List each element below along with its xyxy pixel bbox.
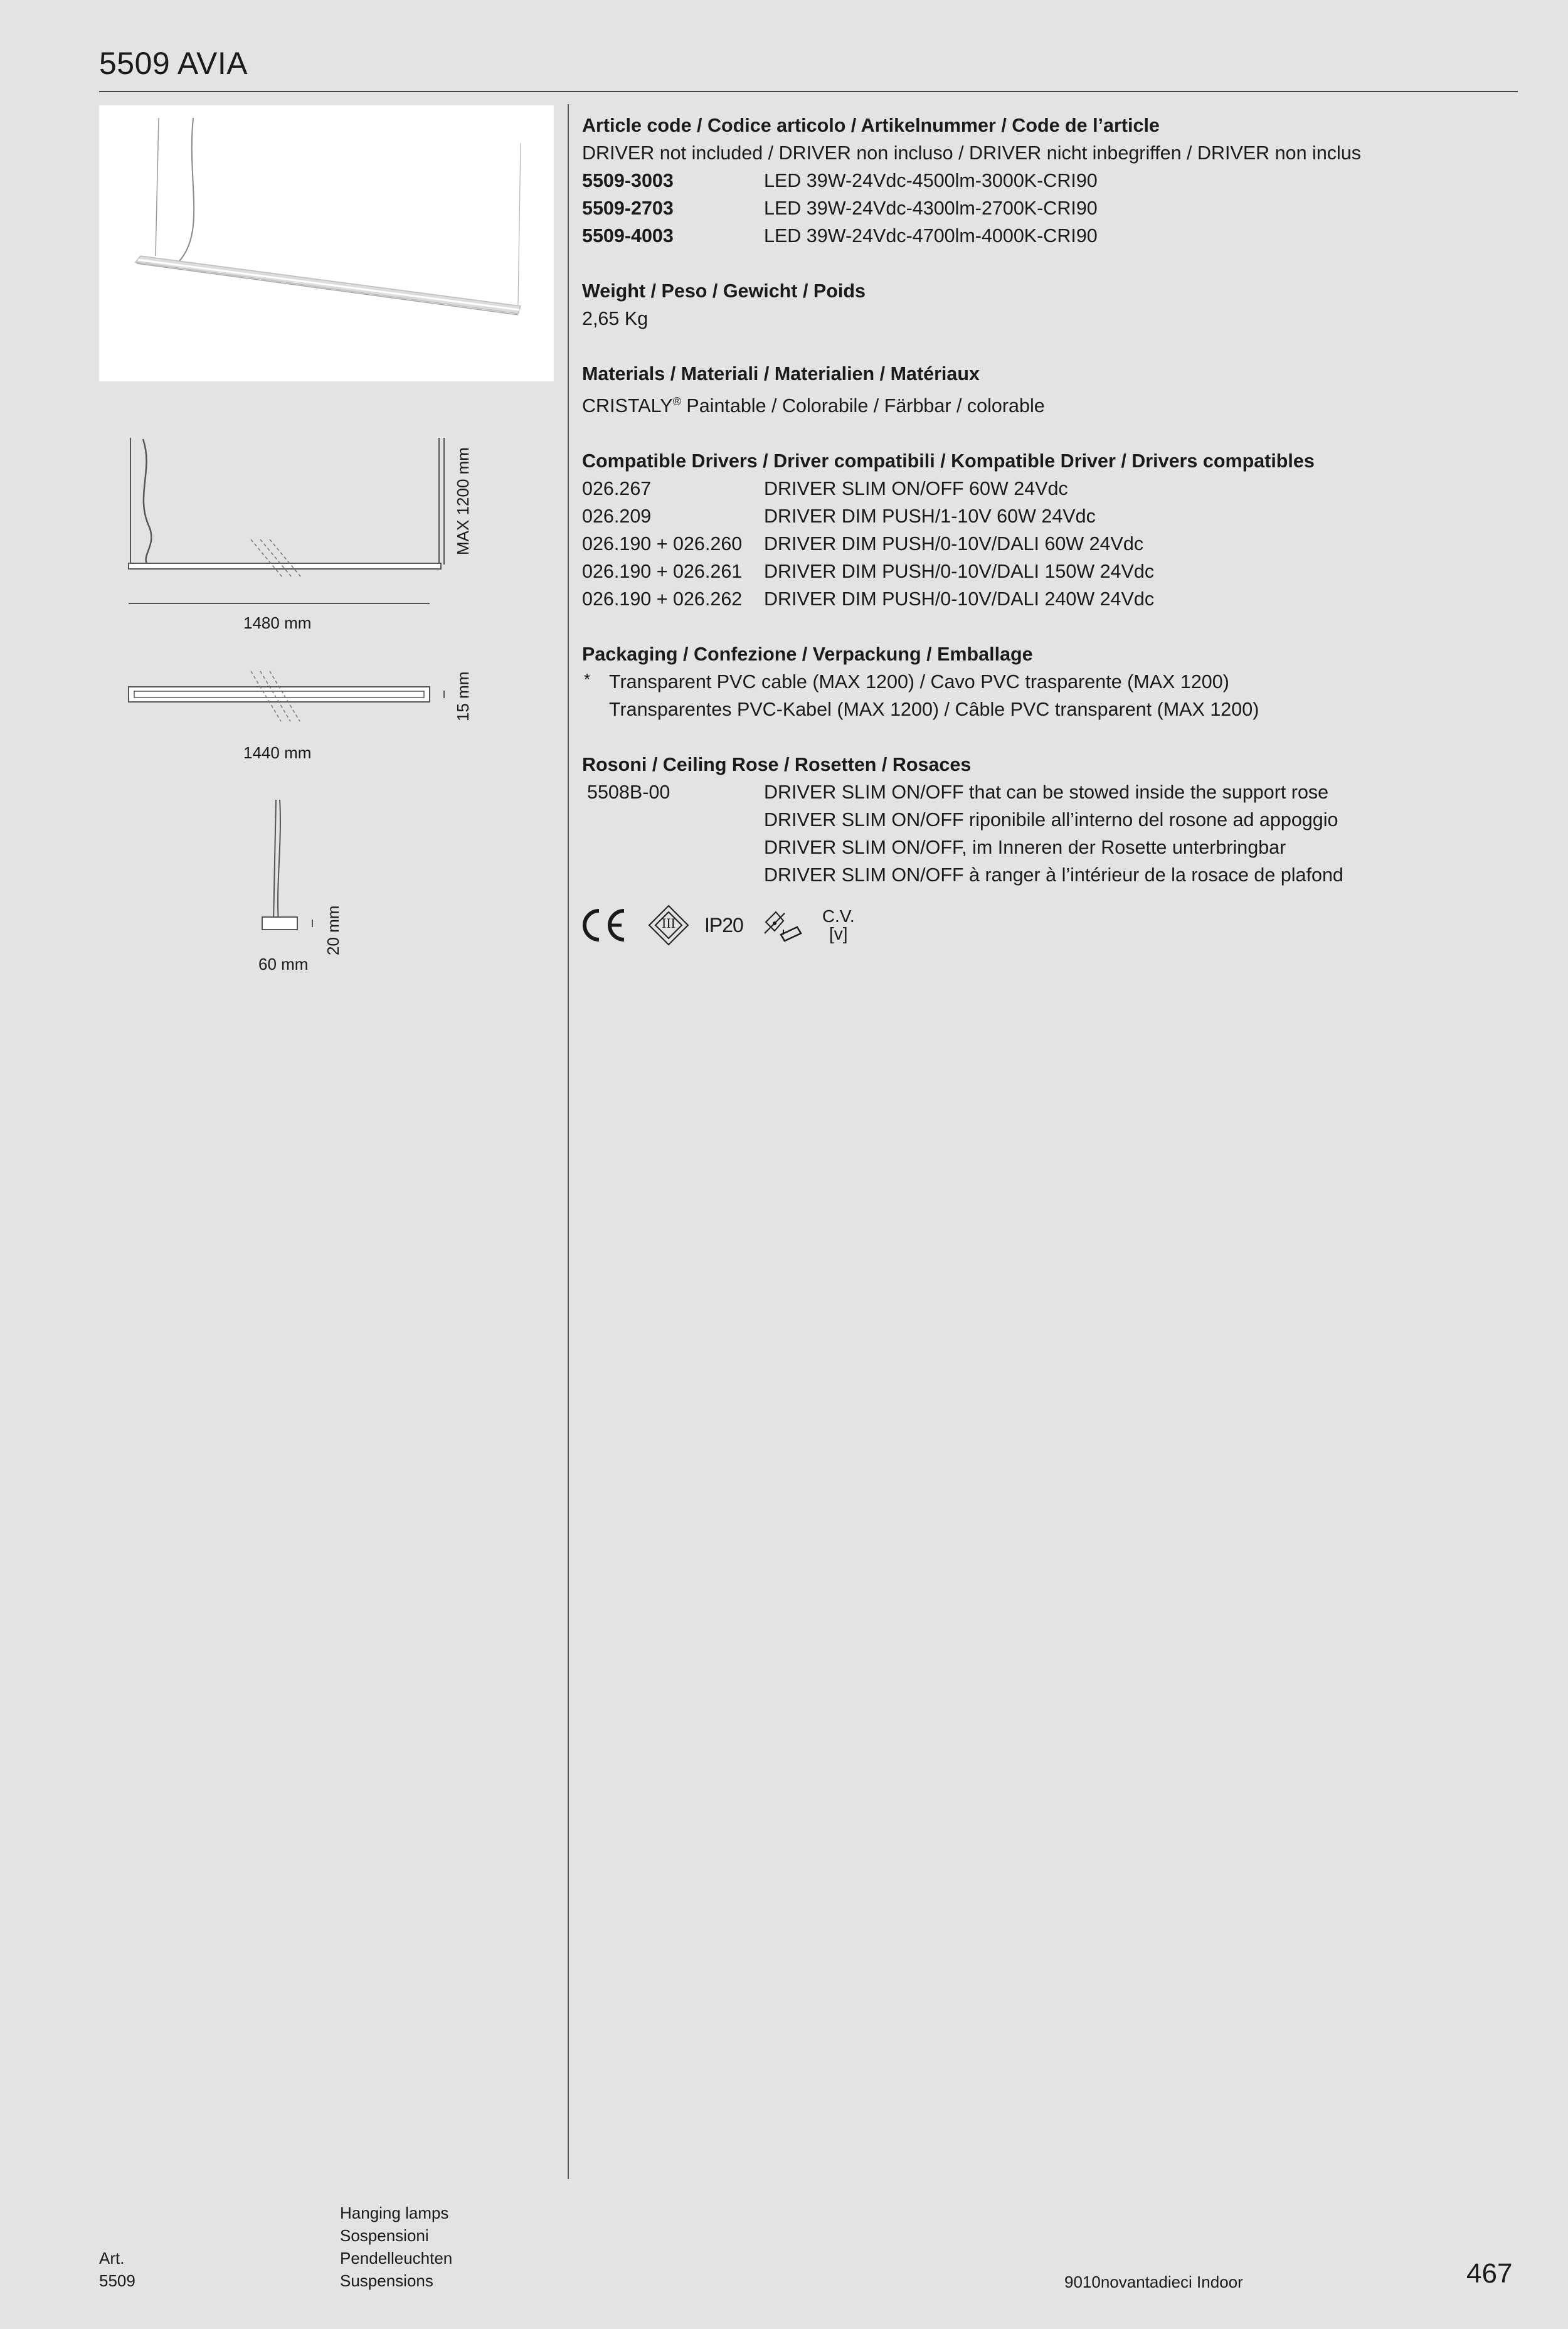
driver-code: 026.190 + 026.261 bbox=[582, 561, 743, 583]
materials-brand: CRISTALY bbox=[582, 395, 673, 417]
article-desc: LED 39W-24Vdc-4500lm-3000K-CRI90 bbox=[764, 170, 1098, 191]
column-divider bbox=[568, 104, 569, 2179]
driver-desc: DRIVER DIM PUSH/0-10V/DALI 240W 24Vdc bbox=[764, 588, 1155, 610]
footer-art-label: Art. bbox=[99, 2249, 125, 2268]
packaging-line bbox=[582, 696, 1510, 723]
constant-voltage-icon bbox=[822, 908, 855, 943]
driver-desc: DRIVER SLIM ON/OFF 60W 24Vdc bbox=[764, 478, 1068, 500]
driver-code: 026.267 bbox=[582, 478, 652, 500]
footer-category: Sospensioni bbox=[340, 2226, 429, 2245]
end-width-label: 60 mm bbox=[258, 955, 309, 974]
driver-row bbox=[582, 585, 1510, 613]
end-view-drawing bbox=[251, 797, 326, 947]
footer-category: Hanging lamps bbox=[340, 2204, 449, 2222]
article-code: 5509-3003 bbox=[582, 170, 674, 191]
driver-code: 026.190 + 026.260 bbox=[582, 533, 743, 555]
page-number: 467 bbox=[1466, 2258, 1513, 2289]
materials-text: Paintable / Colorabile / Färbbar / colorable bbox=[681, 395, 1045, 417]
article-desc: LED 39W-24Vdc-4700lm-4000K-CRI90 bbox=[764, 225, 1098, 247]
adjustable-spot-icon bbox=[762, 903, 806, 947]
materials-value bbox=[582, 388, 1510, 420]
driver-row bbox=[582, 502, 1510, 530]
end-height-label: 20 mm bbox=[324, 905, 342, 955]
article-code: 5509-2703 bbox=[582, 198, 674, 219]
driver-note: DRIVER not included / DRIVER non incluso / DRIVER nicht inbegriffen / DRIVER non inclus bbox=[582, 142, 1362, 164]
driver-row bbox=[582, 558, 1510, 585]
driver-desc: DRIVER DIM PUSH/0-10V/DALI 60W 24Vdc bbox=[764, 533, 1144, 555]
rose-row bbox=[582, 778, 1510, 889]
rose-desc-line: DRIVER SLIM ON/OFF that can be stowed inside the support rose bbox=[764, 782, 1329, 804]
ip20-icon: IP20 bbox=[704, 913, 743, 936]
weight-heading: Weight / Peso / Gewicht / Poids bbox=[582, 280, 866, 302]
materials-section bbox=[582, 360, 1510, 420]
product-photo bbox=[99, 105, 554, 381]
top-view-drawing bbox=[119, 668, 458, 737]
packaging-heading: Packaging / Confezione / Verpackung / Emballage bbox=[582, 644, 1033, 666]
weight-section bbox=[582, 277, 1510, 332]
top-height-label: 15 mm bbox=[453, 671, 472, 721]
driver-desc: DRIVER DIM PUSH/1-10V 60W 24Vdc bbox=[764, 506, 1096, 528]
registered-mark: ® bbox=[672, 395, 681, 408]
ce-mark-icon bbox=[579, 903, 629, 947]
driver-code: 026.190 + 026.262 bbox=[582, 588, 743, 610]
article-row bbox=[582, 167, 1510, 194]
rose-section bbox=[582, 751, 1510, 889]
footer-brand: 9010novantadieci Indoor bbox=[1064, 2273, 1243, 2291]
rose-desc-line: DRIVER SLIM ON/OFF à ranger à l’intérieur de la rosace de plafond bbox=[764, 864, 1343, 886]
article-row bbox=[582, 222, 1510, 250]
article-row bbox=[582, 194, 1510, 222]
driver-desc: DRIVER DIM PUSH/0-10V/DALI 150W 24Vdc bbox=[764, 561, 1155, 583]
footer-article bbox=[99, 2247, 135, 2292]
voltage-label: [v] bbox=[829, 924, 848, 943]
rose-desc-line: DRIVER SLIM ON/OFF, im Inneren der Rosette unterbringbar bbox=[764, 837, 1286, 859]
driver-row bbox=[582, 530, 1510, 558]
class-iii-icon bbox=[647, 903, 691, 947]
materials-heading: Materials / Materiali / Materialien / Matériaux bbox=[582, 363, 980, 385]
footer-art-number: 5509 bbox=[99, 2271, 135, 2290]
article-desc: LED 39W-24Vdc-4300lm-2700K-CRI90 bbox=[764, 198, 1098, 219]
side-width-label: 1480 mm bbox=[243, 613, 312, 632]
packaging-line bbox=[582, 668, 1510, 696]
footer-category: Pendelleuchten bbox=[340, 2249, 453, 2268]
driver-code: 026.209 bbox=[582, 506, 652, 528]
side-height-label: MAX 1200 mm bbox=[453, 447, 472, 555]
packaging-text: Transparentes PVC-Kabel (MAX 1200) / Câble PVC transparent (MAX 1200) bbox=[609, 699, 1259, 721]
rose-heading: Rosoni / Ceiling Rose / Rosetten / Rosaces bbox=[582, 754, 972, 776]
header-divider bbox=[99, 91, 1518, 92]
page-title: 5509 AVIA bbox=[99, 46, 248, 81]
certification-icons bbox=[579, 903, 855, 947]
rose-desc-line: DRIVER SLIM ON/OFF riponibile all’interno del rosone ad appoggio bbox=[764, 809, 1338, 831]
footer-category: Suspensions bbox=[340, 2271, 433, 2290]
spec-column bbox=[582, 112, 1510, 916]
packaging-text: Transparent PVC cable (MAX 1200) / Cavo PVC trasparente (MAX 1200) bbox=[609, 671, 1229, 693]
cv-label: C.V. bbox=[822, 906, 855, 926]
side-elevation-drawing bbox=[119, 433, 458, 621]
rose-descriptions bbox=[764, 778, 1343, 889]
footer-categories bbox=[340, 2202, 452, 2292]
article-heading: Article code / Codice articolo / Artikelnummer / Code de l’article bbox=[582, 115, 1160, 136]
top-width-label: 1440 mm bbox=[243, 743, 312, 762]
drivers-heading: Compatible Drivers / Driver compatibili / Kompatible Driver / Drivers compatibles bbox=[582, 450, 1315, 472]
bullet-mark: * bbox=[584, 670, 591, 689]
rose-code: 5508B-00 bbox=[587, 782, 670, 804]
drivers-section bbox=[582, 447, 1510, 613]
article-section bbox=[582, 112, 1510, 250]
weight-value: 2,65 Kg bbox=[582, 308, 649, 329]
article-code: 5509-4003 bbox=[582, 225, 674, 247]
packaging-section bbox=[582, 640, 1510, 723]
class-label: III bbox=[662, 915, 675, 931]
driver-row bbox=[582, 475, 1510, 502]
